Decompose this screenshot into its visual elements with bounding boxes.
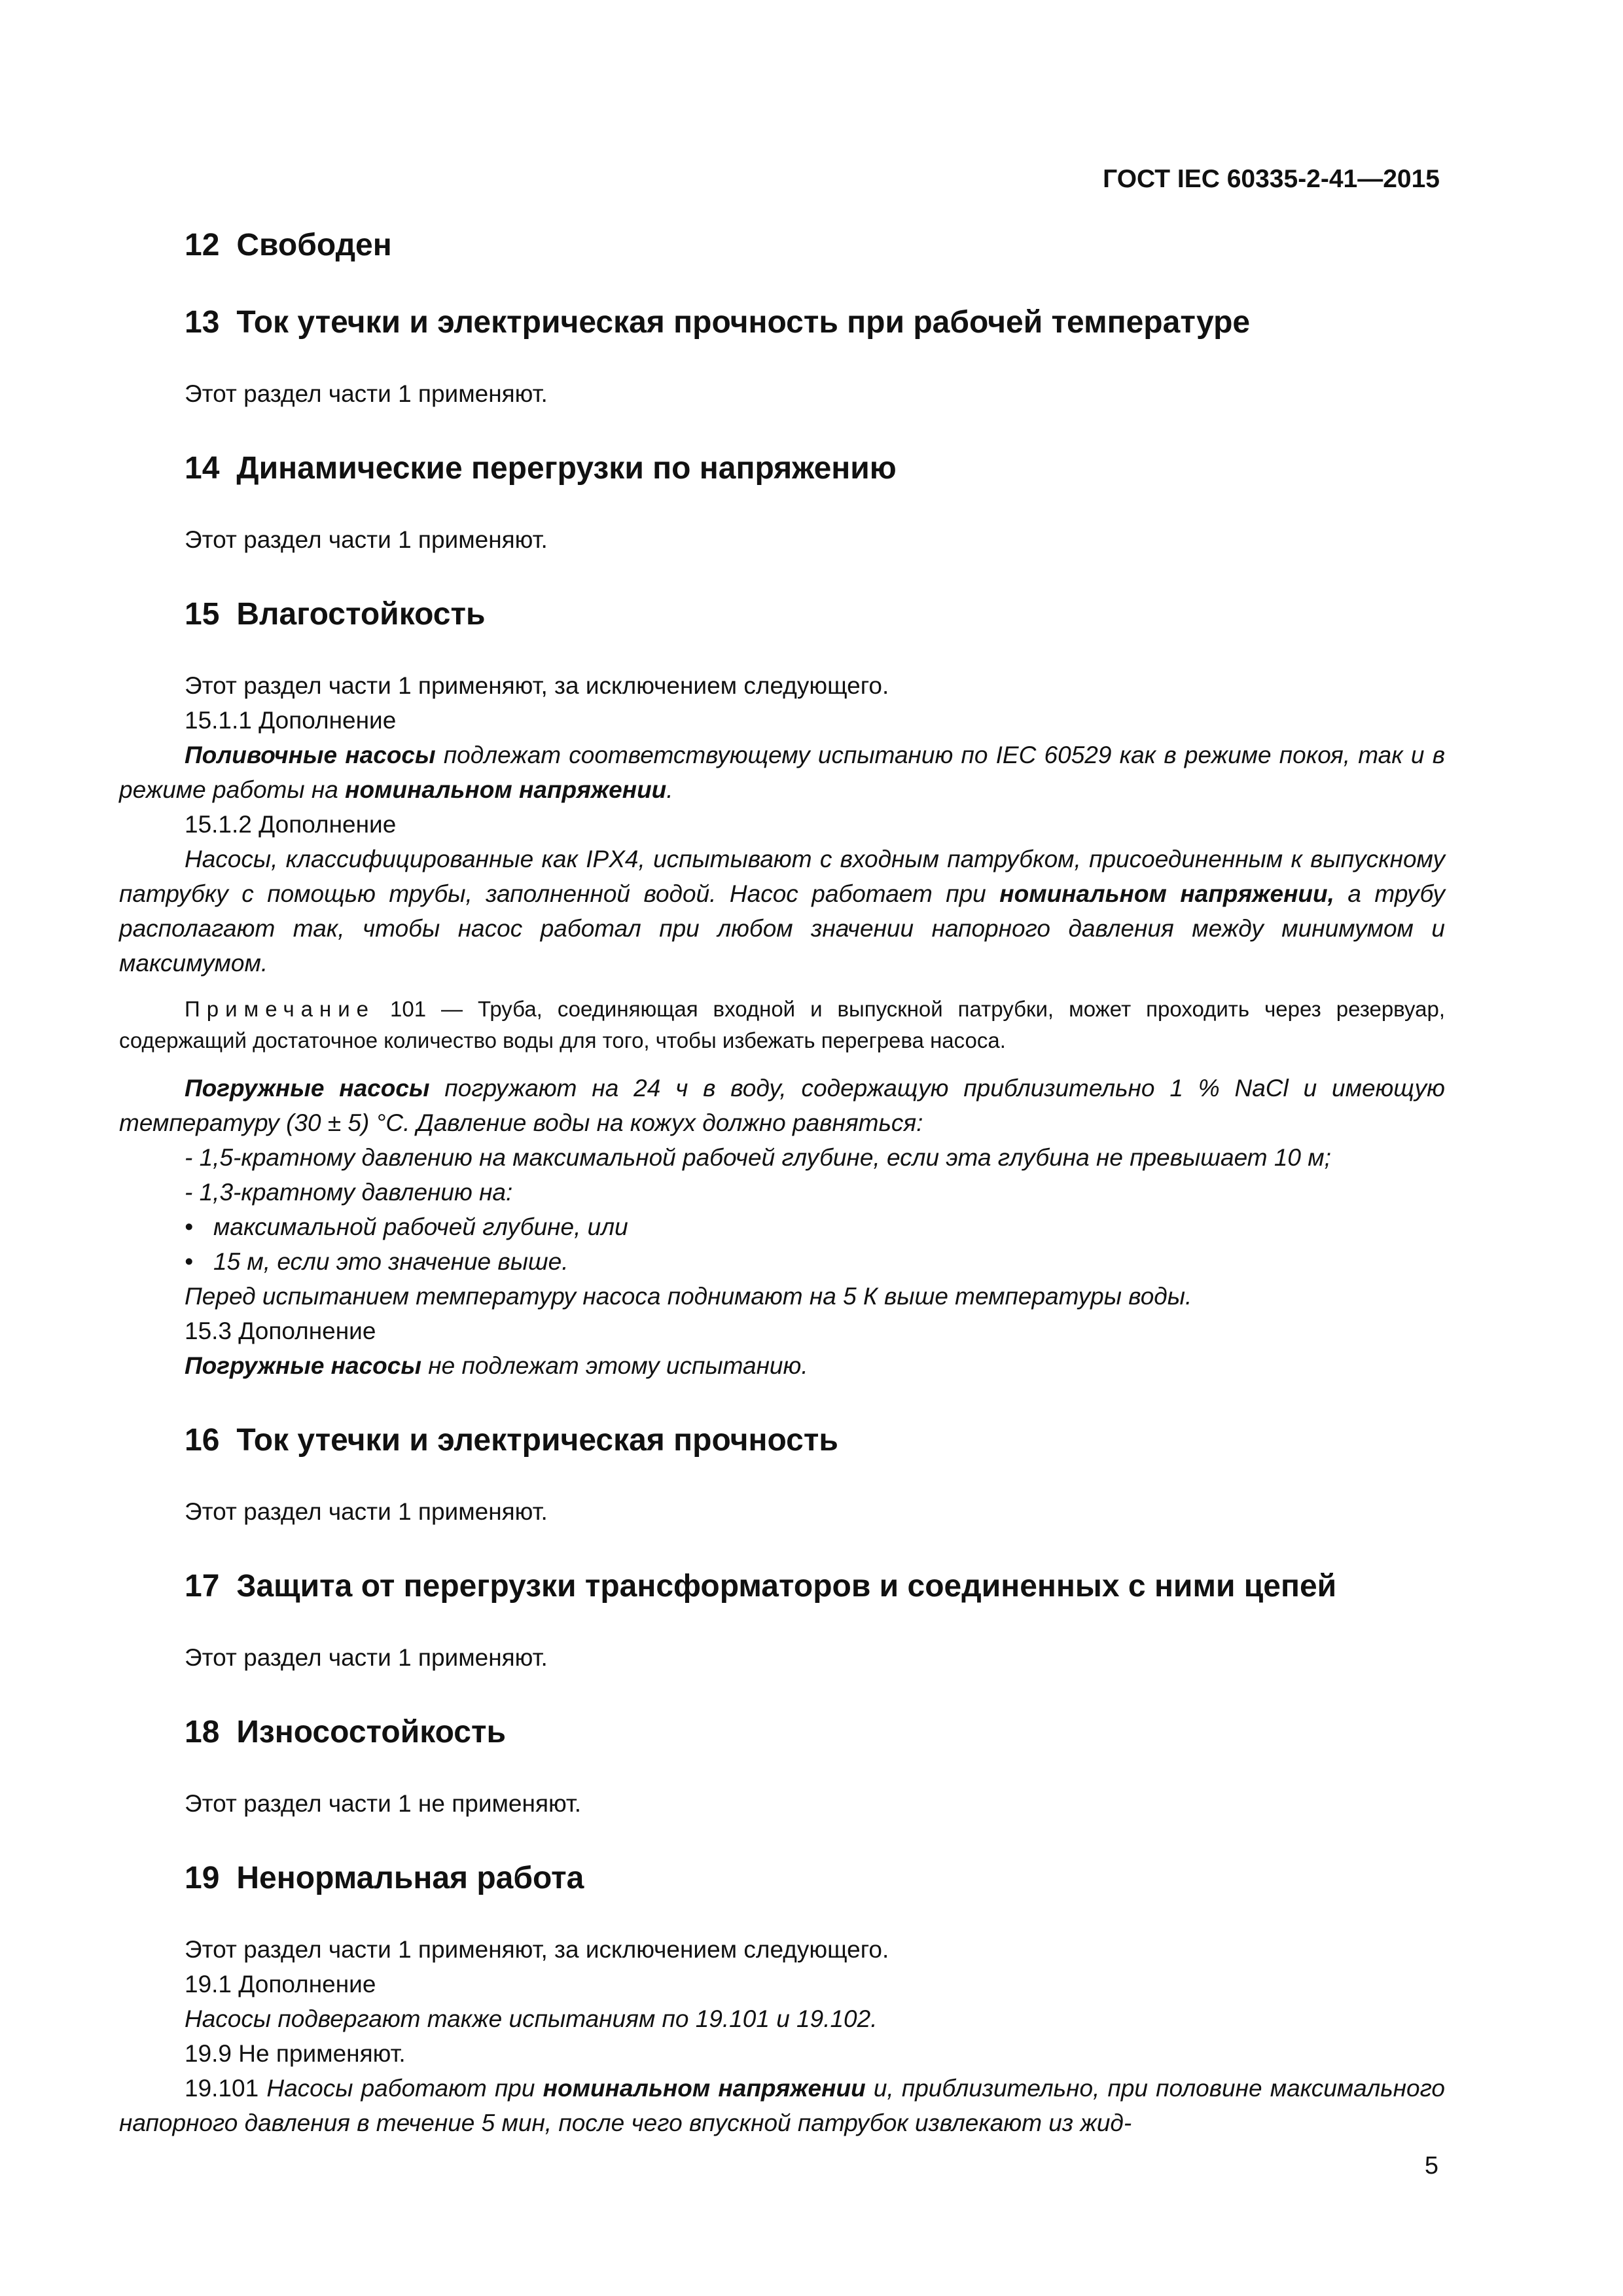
submersible-pumps-text: Погружные насосы погружают на 24 ч в воду, содержащую приблизительно 1 % NaCl и имеющую температуру (30 ± 5) °С. Давление воды на кожух должно равняться: (119, 1075, 1445, 1136)
clause-15-1-2: 15.1.2 Дополнение (185, 811, 397, 838)
clause-15-3: 15.3 Дополнение (185, 1318, 376, 1344)
pre-test-text: Перед испытанием температуру насоса поднимают на 5 К выше температуры воды. (185, 1283, 1192, 1310)
section-number: 17 (185, 1569, 220, 1604)
bullet-item-2: • 15 м, если это значение выше. (119, 1244, 1445, 1279)
section-19-heading (185, 1859, 1445, 1898)
page-number: 5 (1424, 2152, 1438, 2179)
clause-15-1-2-text: Насосы, классифицированные как IPX4, испытывают с входным патрубком, присоединенным к выпускному патрубку с помощью трубы, заполненной водой. Насос работает при номинальном напряжении, а трубу располагают так, чтобы насос работал при любом значении напорного давления между минимумом и максимумом. (119, 846, 1446, 977)
dash-item-1: - 1,5-кратному давлению на максимальной рабочей глубине, если эта глубина не превышает 10 м; (185, 1144, 1331, 1171)
bullet-icon: • (185, 1213, 193, 1240)
section-title: Динамические перегрузки по напряжению (236, 451, 897, 486)
section-16-text: Этот раздел части 1 применяют. (185, 1498, 548, 1525)
section-18-heading (185, 1713, 1445, 1752)
section-number: 16 (185, 1423, 220, 1458)
section-19-intro: Этот раздел части 1 применяют, за исключением следующего. (185, 1936, 889, 1963)
section-15-heading (185, 595, 1445, 634)
section-13-text: Этот раздел части 1 применяют. (185, 380, 548, 407)
section-number: 15 (185, 597, 220, 632)
section-title: Износостойкость (236, 1715, 506, 1749)
clause-19-9: 19.9 Не применяют. (185, 2040, 406, 2067)
section-17-text: Этот раздел части 1 применяют. (185, 1644, 548, 1671)
clause-15-1-1: 15.1.1 Дополнение (185, 707, 397, 734)
term-bold: номинальном напряжении, (999, 880, 1334, 907)
clause-number: 19.101 (185, 2075, 267, 2102)
term-bold: номинальном напряжении (345, 776, 667, 803)
term-bold: Погружные насосы (185, 1352, 421, 1379)
clause-15-1-1-text: Поливочные насосы подлежат соответствующему испытанию по IEC 60529 как в режиме покоя, так и в режиме работы на номинальном напряжении. (119, 742, 1446, 803)
section-18-text: Этот раздел части 1 не применяют. (185, 1790, 582, 1817)
section-13-heading (185, 303, 1445, 342)
section-number: 18 (185, 1715, 220, 1749)
term-bold: номинальном напряжении (543, 2075, 866, 2102)
section-14-text: Этот раздел части 1 применяют. (185, 526, 548, 553)
note-101: Примечание 101 — Труба, соединяющая входной и выпускной патрубки, может проходить через резервуар, содержащий достаточное количество воды для того, чтобы избежать перегрева насоса. (119, 997, 1445, 1052)
section-number: 13 (185, 305, 220, 340)
bullet-icon: • (185, 1248, 193, 1275)
document-body (119, 226, 1445, 2140)
section-number: 19 (185, 1861, 220, 1895)
term-bold: Поливочные насосы (185, 742, 436, 768)
clause-19-1-text: Насосы подвергают также испытаниям по 19.101 и 19.102. (185, 2005, 878, 2032)
section-title: Ненормальная работа (236, 1861, 584, 1895)
section-number: 14 (185, 451, 220, 486)
section-title: Ток утечки и электрическая прочность (236, 1423, 838, 1458)
section-17-heading (185, 1567, 1445, 1606)
section-title: Ток утечки и электрическая прочность при рабочей температуре (236, 305, 1251, 340)
section-title: Влагостойкость (236, 597, 486, 632)
clause-19-1: 19.1 Дополнение (185, 1971, 376, 1998)
section-title: Защита от перегрузки трансформаторов и соединенных с ними цепей (236, 1569, 1337, 1604)
note-label: Примечание (185, 997, 376, 1021)
section-title: Свободен (236, 228, 392, 262)
section-number: 12 (185, 228, 220, 262)
clause-19-101: 19.101 Насосы работают при номинальном напряжении и, приблизительно, при половине максимального напорного давления в течение 5 мин, после чего впускной патрубок извлекают из жид- (119, 2075, 1445, 2136)
bullet-item-1: • максимальной рабочей глубине, или (119, 1210, 1445, 1244)
dash-item-2: - 1,3-кратному давлению на: (185, 1179, 513, 1206)
section-15-intro: Этот раздел части 1 применяют, за исключением следующего. (185, 672, 889, 699)
term-bold: Погружные насосы (185, 1075, 430, 1102)
section-12-heading (185, 226, 1445, 265)
clause-15-3-text: Погружные насосы не подлежат этому испытанию. (185, 1352, 808, 1379)
document-code-header: ГОСТ IEC 60335-2-41—2015 (1103, 165, 1440, 193)
section-14-heading (185, 449, 1445, 488)
section-16-heading (185, 1421, 1445, 1460)
